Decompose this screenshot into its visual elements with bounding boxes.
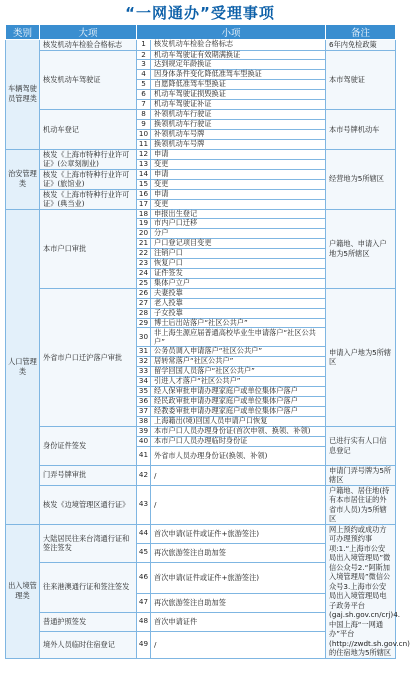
item-text: 户口登记项目变更 (151, 239, 326, 249)
item-text: 博士后出站落户“社区公共户” (151, 318, 326, 328)
item-num: 40 (137, 436, 151, 446)
major-cell: 境外人员临时住宿登记 (40, 631, 137, 658)
item-text: 夫妻投靠 (151, 288, 326, 298)
header-note: 备注 (326, 25, 396, 40)
item-text: 首次申请(证件或证件+旅游签注) (151, 524, 326, 543)
major-cell: 外省市户口迁沪落户审批 (40, 288, 137, 426)
services-table (5, 24, 410, 659)
table-row (6, 426, 396, 436)
item-num: 38 (137, 416, 151, 426)
item-num: 7 (137, 100, 151, 110)
item-num: 28 (137, 308, 151, 318)
table-row (6, 109, 396, 119)
note-cell: 经营地为5所辖区 (326, 149, 396, 209)
item-text: 证件签发 (151, 269, 326, 279)
item-text: 恢复户口 (151, 259, 326, 269)
item-num: 33 (137, 367, 151, 377)
item-text: 机动车驾驶证有效期满换证 (151, 50, 326, 60)
item-num: 3 (137, 60, 151, 70)
item-text: 补领机动车号牌 (151, 129, 326, 139)
item-num: 16 (137, 189, 151, 199)
note-cell: 本市驾驶证 (326, 50, 396, 109)
item-text: 换领机动车号牌 (151, 139, 326, 149)
item-text: 市内户口迁移 (151, 219, 326, 229)
item-text: 注销户口 (151, 249, 326, 259)
item-num: 1 (137, 40, 151, 51)
note-cell: 6年内免检政策 (326, 40, 396, 51)
major-cell: 核发机动车检验合格标志 (40, 40, 137, 51)
table-row (6, 149, 396, 159)
table-header (6, 25, 396, 40)
item-num: 34 (137, 377, 151, 387)
note-cell: 申请门弄号牌为5所辖区 (326, 465, 396, 485)
table-row (6, 485, 396, 524)
table-row (6, 288, 396, 298)
major-cell: 核发《上海市特种行业许可证》(旅馆业) (40, 169, 137, 189)
item-text: 子女投靠 (151, 308, 326, 318)
item-num: 32 (137, 357, 151, 367)
item-num: 2 (137, 50, 151, 60)
item-num: 26 (137, 288, 151, 298)
item-num: 47 (137, 593, 151, 612)
major-cell: 本市户口审批 (40, 209, 137, 288)
item-text: 换领机动车行驶证 (151, 119, 326, 129)
item-num: 45 (137, 543, 151, 562)
item-text: / (151, 465, 326, 485)
category-cell: 治安管理类 (6, 149, 40, 209)
item-text: 再次旅游签注自助加签 (151, 543, 326, 562)
item-text: 外省市人员办理身份证(换领、补领) (151, 446, 326, 465)
item-num: 9 (137, 119, 151, 129)
item-text: 申请 (151, 169, 326, 179)
note-cell: 本市号牌机动车 (326, 109, 396, 149)
item-num: 29 (137, 318, 151, 328)
item-num: 12 (137, 149, 151, 159)
item-num: 5 (137, 80, 151, 90)
item-text: 经人保审批申请办理家庭户或单位集体户落户 (151, 387, 326, 397)
item-num: 11 (137, 139, 151, 149)
item-text: 首次申请(证件或证件+旅游签注) (151, 562, 326, 593)
table-row (6, 50, 396, 60)
item-text: 集体户立户 (151, 278, 326, 288)
item-num: 44 (137, 524, 151, 543)
item-num: 27 (137, 298, 151, 308)
category-cell: 车辆驾驶员管理类 (6, 40, 40, 150)
major-cell: 大陆居民往来台湾通行证和签注签发 (40, 524, 137, 562)
item-num: 36 (137, 396, 151, 406)
item-text: 申请 (151, 149, 326, 159)
item-text: 机动车驾驶证补证 (151, 100, 326, 110)
item-text: 本市户口人员办理临时身份证 (151, 436, 326, 446)
header-major: 大项 (40, 25, 137, 40)
item-num: 19 (137, 219, 151, 229)
item-num: 37 (137, 406, 151, 416)
item-text: 居转常落户“社区公共户” (151, 357, 326, 367)
major-cell: 核发机动车驾驶证 (40, 50, 137, 109)
item-text: 申报出生登记 (151, 209, 326, 219)
item-text: 本市户口人员办理身份证(首次申领、换领、补领) (151, 426, 326, 436)
table-row (6, 465, 396, 485)
category-cell: 人口管理类 (6, 209, 40, 524)
item-num: 39 (137, 426, 151, 436)
note-cell: 户籍地、居住地(持有本市居住证的外省市人员)为5所辖区 (326, 485, 396, 524)
item-text: 分户 (151, 229, 326, 239)
table-row (6, 524, 396, 543)
note-cell: 已进行实有人口信息登记 (326, 426, 396, 465)
item-text: 申请 (151, 189, 326, 199)
category-cell: 出入境管理类 (6, 524, 40, 658)
item-text: 变更 (151, 179, 326, 189)
major-cell: 往来港澳通行证和签注签发 (40, 562, 137, 612)
item-text: 再次旅游签注自助加签 (151, 593, 326, 612)
major-cell: 核发《上海市特种行业许可证》(公章刻制业) (40, 149, 137, 169)
item-text: / (151, 631, 326, 658)
item-text: 核发机动车检验合格标志 (151, 40, 326, 51)
page-title: “一网通办”受理事项 (125, 3, 275, 22)
item-text: 非上海生源应届普通高校毕业生申请落户“社区公共户” (151, 328, 326, 347)
item-num: 31 (137, 347, 151, 357)
item-num: 49 (137, 631, 151, 658)
item-text: 经教委审批申请办理家庭户或单位集体户落户 (151, 406, 326, 416)
item-text: 机动车驾驶证损毁换证 (151, 90, 326, 100)
note-cell: 网上预约或成功方可办理预约事项:1.“上海市公安局出入境管理局”微信公众号2.“阿斯加入境管理局”微信公众号3.上海市公安局出入境管理局电子政务平台(gaj.sh.gov.cn/crj)4.中国上海“一网通办”平台(http://zwdt.sh.gov.cn)的住宿地为5所辖区 (326, 524, 396, 658)
item-num: 10 (137, 129, 151, 139)
item-text: / (151, 485, 326, 524)
item-num: 21 (137, 239, 151, 249)
item-text: 自愿降低准驾车型换证 (151, 80, 326, 90)
table-row (6, 209, 396, 219)
item-num: 35 (137, 387, 151, 397)
item-num: 24 (137, 269, 151, 279)
item-num: 6 (137, 90, 151, 100)
item-num: 8 (137, 109, 151, 119)
item-text: 变更 (151, 199, 326, 209)
item-text: 补领机动车行驶证 (151, 109, 326, 119)
note-cell: 户籍地、申请入户地为5所辖区 (326, 209, 396, 288)
item-num: 30 (137, 328, 151, 347)
item-num: 42 (137, 465, 151, 485)
major-cell: 机动车登记 (40, 109, 137, 149)
item-num: 14 (137, 169, 151, 179)
major-cell: 核发《上海市特种行业许可证》(典当业) (40, 189, 137, 209)
item-num: 23 (137, 259, 151, 269)
item-num: 15 (137, 179, 151, 189)
item-text: 变更 (151, 159, 326, 169)
item-num: 41 (137, 446, 151, 465)
major-cell: 普通护照签发 (40, 612, 137, 631)
item-num: 20 (137, 229, 151, 239)
item-num: 17 (137, 199, 151, 209)
header-category: 类别 (6, 25, 40, 40)
major-cell: 门弄号牌审批 (40, 465, 137, 485)
item-text: 达到规定年龄换证 (151, 60, 326, 70)
item-num: 18 (137, 209, 151, 219)
item-num: 13 (137, 159, 151, 169)
item-text: 因身体条件变化降低准驾车型换证 (151, 70, 326, 80)
item-num: 48 (137, 612, 151, 631)
item-text: 引进人才落户“社区公共户” (151, 377, 326, 387)
item-text: 老人投靠 (151, 298, 326, 308)
item-text: 首次申请证件 (151, 612, 326, 631)
item-num: 25 (137, 278, 151, 288)
item-text: 公务员调入申请落户“社区公共户” (151, 347, 326, 357)
item-text: 上海籍出(境)回国人员申请户口恢复 (151, 416, 326, 426)
item-num: 43 (137, 485, 151, 524)
item-num: 22 (137, 249, 151, 259)
header-minor: 小项 (137, 25, 326, 40)
item-num: 46 (137, 562, 151, 593)
table-row (6, 40, 396, 51)
item-num: 4 (137, 70, 151, 80)
note-cell: 申请入户地为5所辖区 (326, 288, 396, 426)
item-text: 经民政审批申请办理家庭户或单位集体户落户 (151, 396, 326, 406)
major-cell: 核发《边境管理区通行证》 (40, 485, 137, 524)
item-text: 留学回国人员落户“社区公共户” (151, 367, 326, 377)
major-cell: 身份证件签发 (40, 426, 137, 465)
